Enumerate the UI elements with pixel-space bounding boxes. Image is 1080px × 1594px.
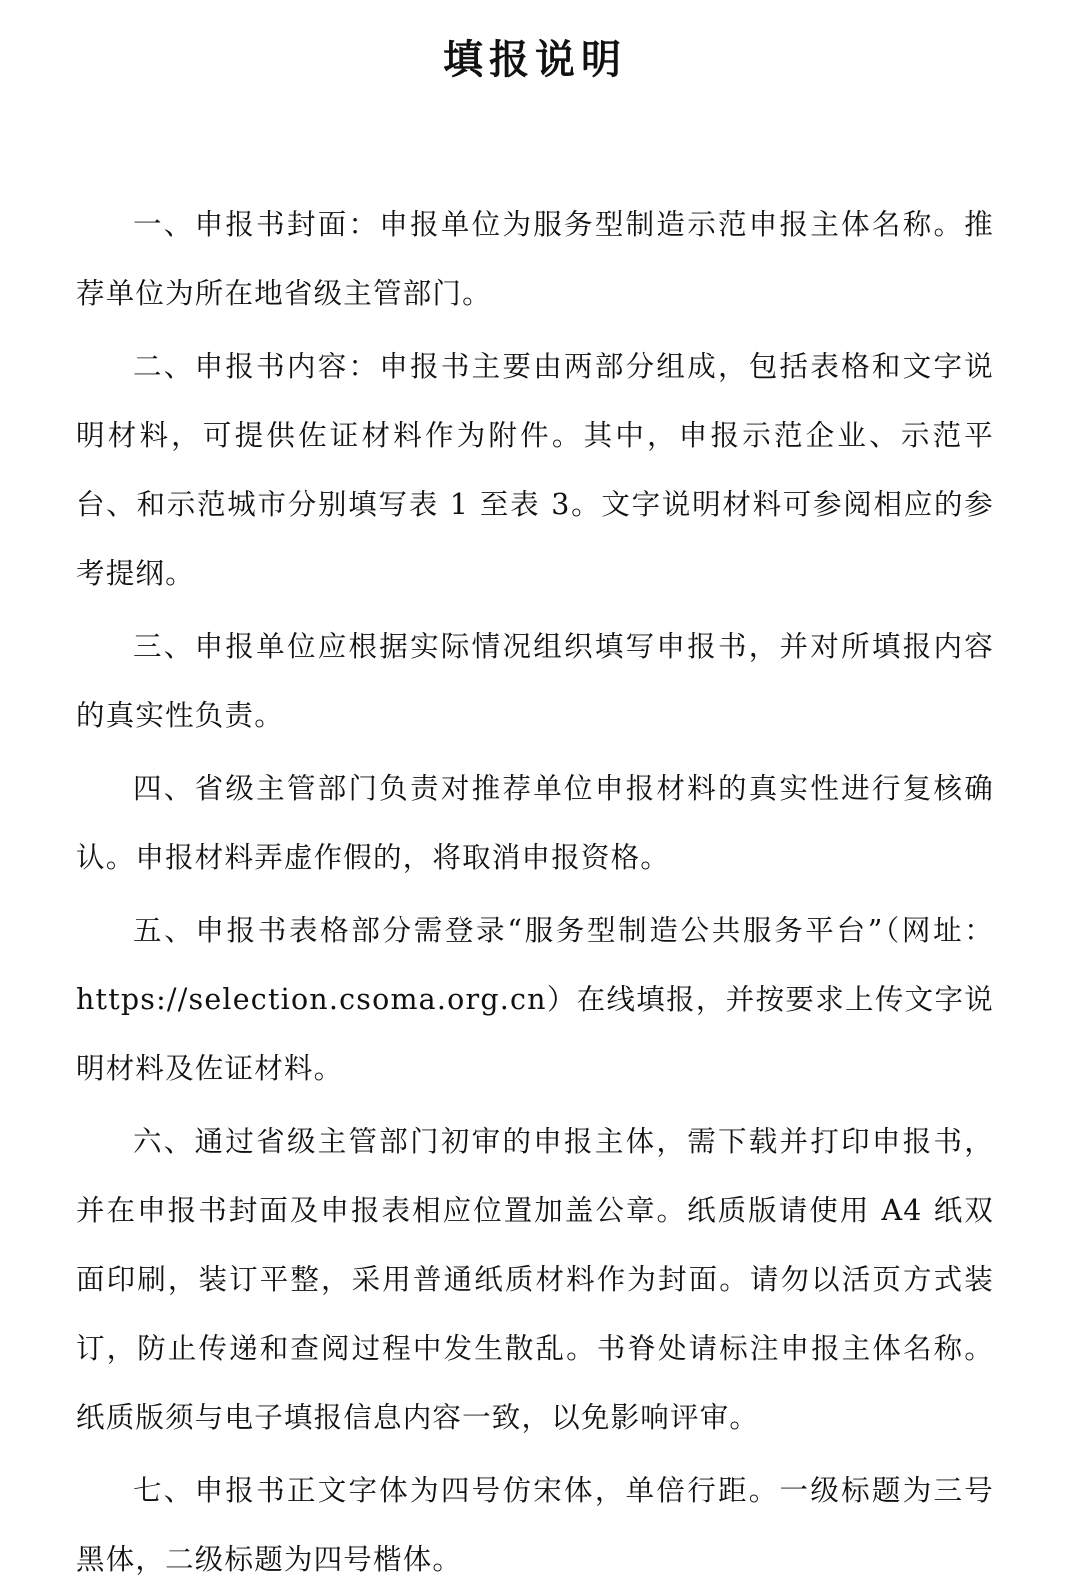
- paragraph-content: 二、申报书内容：申报书主要由两部分组成，包括表格和文字说明材料，可提供佐证材料作为附件。其中，申报示范企业、示范平台、和示范城市分别填写表 1 至表 3。文字说明材料可参阅相应的参考提纲。: [76, 350, 994, 590]
- paragraph-online-filing: 五、申报书表格部分需登录“服务型制造公共服务平台”（网址：https://selection.csoma.org.cn）在线填报，并按要求上传文字说明材料及佐证材料。: [76, 914, 994, 1085]
- paragraph-authenticity: 三、申报单位应根据实际情况组织填写申报书，并对所填报内容的真实性负责。: [76, 630, 994, 732]
- document-title: 填报说明: [443, 36, 627, 83]
- paragraph-cover: 一、申报书封面：申报单位为服务型制造示范申报主体名称。推荐单位为所在地省级主管部门。: [76, 208, 994, 310]
- paragraph-fonts: 七、申报书正文字体为四号仿宋体，单倍行距。一级标题为三号黑体，二级标题为四号楷体。: [76, 1474, 994, 1576]
- paragraph-review: 四、省级主管部门负责对推荐单位申报材料的真实性进行复核确认。申报材料弄虚作假的，将取消申报资格。: [76, 772, 994, 874]
- document-body: [76, 190, 994, 1594]
- paragraph-printing: 六、通过省级主管部门初审的申报主体，需下载并打印申报书，并在申报书封面及申报表相应位置加盖公章。纸质版请使用 A4 纸双面印刷，装订平整，采用普通纸质材料作为封面。请勿以活页方式装订，防止传递和查阅过程中发生散乱。书脊处请标注申报主体名称。纸质版须与电子填报信息内容一致，以免影响评审。: [76, 1125, 994, 1434]
